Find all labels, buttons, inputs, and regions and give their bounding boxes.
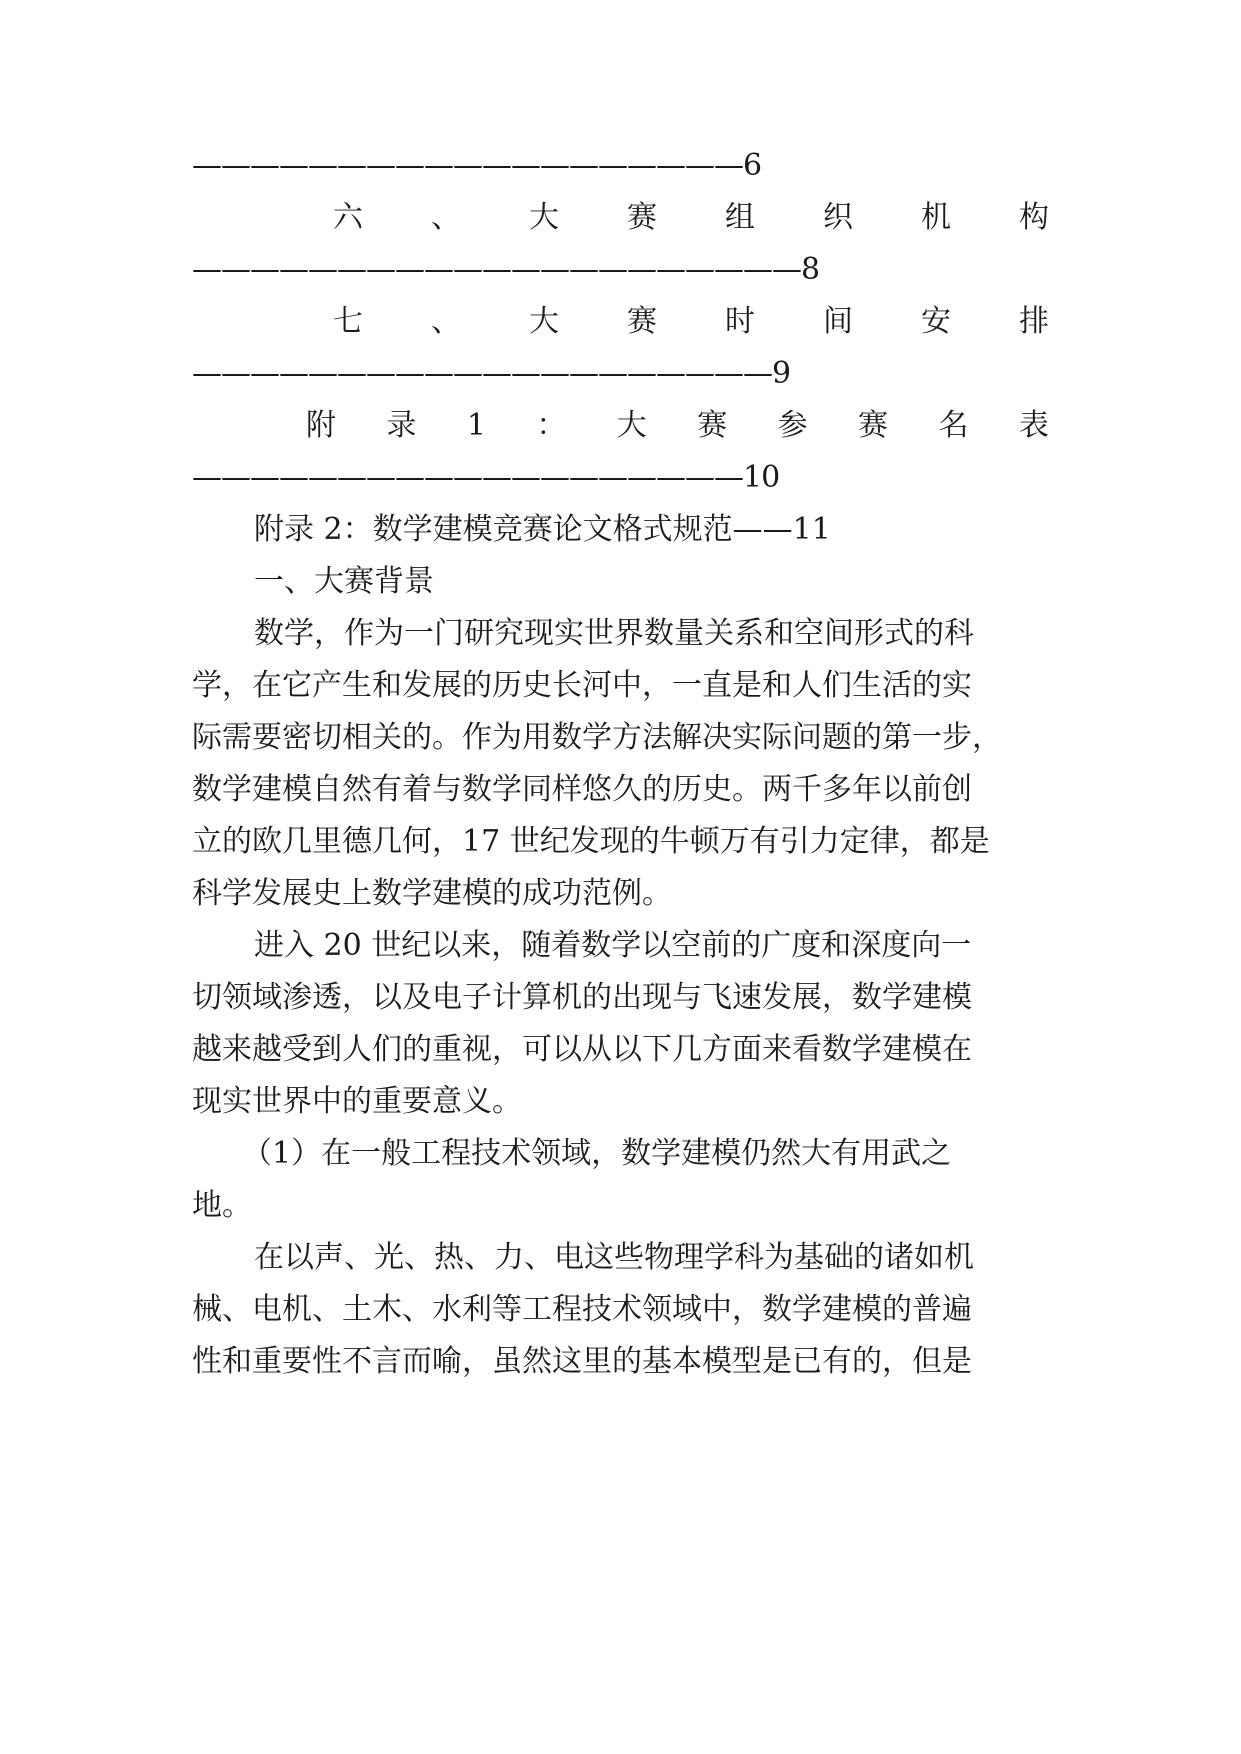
toc-char: 赛	[697, 408, 728, 443]
toc-char: 机	[921, 200, 951, 235]
body-line: 械、电机、土木、水利等工程技术领域中，数学建模的普遍	[192, 1292, 972, 1327]
body-line: 数学，作为一门研究现实世界数量关系和空间形式的科	[254, 616, 974, 651]
body-line: 性和重要性不言而喻，虽然这里的基本模型是已有的，但是	[192, 1344, 972, 1379]
body-line: 学，在它产生和发展的历史长河中，一直是和人们生活的实	[192, 668, 972, 703]
toc-char: 、	[431, 200, 461, 235]
body-line: 现实世界中的重要意义。	[192, 1084, 522, 1119]
toc-char: 表	[1018, 408, 1049, 443]
toc-char: 录	[386, 408, 417, 443]
toc-char: 、	[431, 304, 461, 339]
toc-char: 附	[306, 408, 336, 443]
toc-char: 赛	[627, 200, 657, 235]
toc-char: 安	[921, 304, 951, 339]
section-heading: 一、大赛背景	[254, 564, 434, 599]
toc-char: 构	[1019, 200, 1049, 235]
toc-char: ：	[536, 408, 567, 443]
toc-entry-schedule	[333, 302, 1049, 342]
toc-char: 大	[529, 304, 559, 339]
toc-char: 赛	[858, 408, 889, 443]
toc-char: 间	[823, 304, 853, 339]
body-line: 越来越受到人们的重视，可以从以下几方面来看数学建模在	[192, 1032, 972, 1067]
toc-char: 六	[333, 200, 363, 235]
toc-leader-line-1: ———————————————————6	[192, 148, 762, 183]
body-line: 际需要密切相关的。作为用数学方法解决实际问题的第一步，	[192, 720, 1002, 755]
toc-char: 组	[725, 200, 755, 235]
body-line: 切领域渗透，以及电子计算机的出现与飞速发展，数学建模	[192, 980, 972, 1015]
body-line: 进入 20 世纪以来，随着数学以空前的广度和深度向一	[254, 928, 972, 963]
body-line: （1）在一般工程技术领域，数学建模仍然大有用武之	[242, 1136, 952, 1171]
toc-char: 1	[466, 408, 486, 443]
toc-char: 织	[823, 200, 853, 235]
toc-entry-appendix-1	[306, 406, 1049, 446]
toc-char: 七	[333, 304, 363, 339]
toc-entry-appendix-2: 附录 2：数学建模竞赛论文格式规范——11	[254, 512, 831, 547]
toc-leader-line-4: ———————————————————10	[192, 460, 780, 495]
toc-leader-line-3: ————————————————————9	[192, 356, 791, 391]
toc-char: 参	[777, 408, 808, 443]
toc-char: 大	[616, 408, 647, 443]
toc-char: 大	[529, 200, 559, 235]
toc-char: 赛	[627, 304, 657, 339]
body-line: 数学建模自然有着与数学同样悠久的历史。两千多年以前创	[192, 772, 972, 807]
toc-leader-line-2: —————————————————————8	[192, 252, 820, 287]
toc-entry-organization	[333, 198, 1049, 238]
toc-char: 名	[938, 408, 969, 443]
body-line: 地。	[192, 1188, 252, 1223]
body-line: 在以声、光、热、力、电这些物理学科为基础的诸如机	[254, 1240, 974, 1275]
body-line: 立的欧几里德几何，17 世纪发现的牛顿万有引力定律，都是	[192, 824, 990, 859]
toc-char: 时	[725, 304, 755, 339]
toc-char: 排	[1019, 304, 1049, 339]
body-line: 科学发展史上数学建模的成功范例。	[192, 876, 672, 911]
